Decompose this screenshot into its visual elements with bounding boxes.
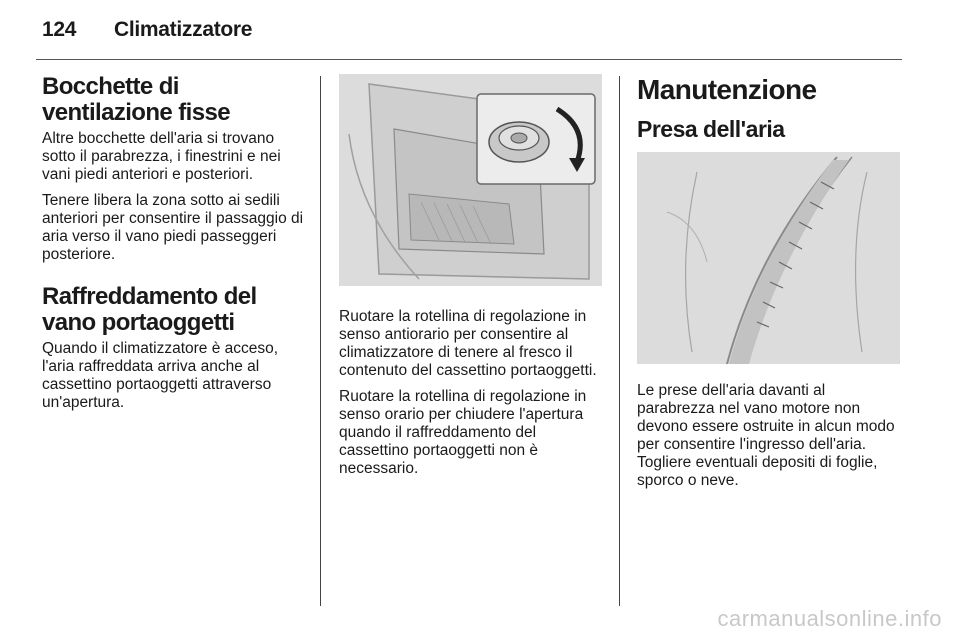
air-intake-illustration — [637, 152, 900, 364]
column-divider-1 — [320, 76, 321, 606]
column-divider-2 — [619, 76, 620, 606]
header-rule — [36, 59, 902, 60]
paragraph: Ruotare la rotellina di regolazione in senso orario per chiudere l'apertura quando il raffreddamento del cassettino portaoggetti non è necessario. — [339, 388, 587, 477]
column-3 — [637, 74, 900, 498]
page-number: 124 — [42, 18, 77, 41]
paragraph: Altre bocchette dell'aria si trovano sotto il parabrezza, i finestrini e nei vani piedi anteriori e posteriori. — [42, 130, 281, 183]
watermark: carmanualsonline.info — [717, 606, 942, 631]
paragraph: Le prese dell'aria davanti al parabrezza nel vano motore non devono essere ostruite in alcun modo per consentire l'ingresso dell'aria. Togliere eventuali depositi di foglie, sporco o neve. — [637, 382, 895, 489]
subsection-title-air-intake: Presa dell'aria — [637, 116, 785, 142]
column-2 — [339, 74, 602, 486]
paragraph: Tenere libera la zona sotto ai sedili anteriori per consentire il passaggio di aria verso il vano piedi passeggeri posteriore. — [42, 192, 304, 263]
column-1 — [42, 74, 304, 420]
glovebox-illustration — [339, 74, 602, 286]
chapter-title: Climatizzatore — [114, 18, 253, 41]
page-header — [42, 18, 252, 42]
section-title-glovebox-cooling: Raffreddamento del vano portaoggetti — [42, 283, 257, 336]
section-title-vents: Bocchette di ventilazione fisse — [42, 73, 230, 126]
paragraph: Ruotare la rotellina di regolazione in senso antiorario per consentire al climatizzatore di tenere al fresco il contenuto del cassettino portaoggetti. — [339, 308, 597, 379]
paragraph: Quando il climatizzatore è acceso, l'aria raffreddata arriva anche al cassettino portaoggetti attraverso un'apertura. — [42, 340, 279, 411]
section-title-maintenance: Manutenzione — [637, 74, 817, 105]
